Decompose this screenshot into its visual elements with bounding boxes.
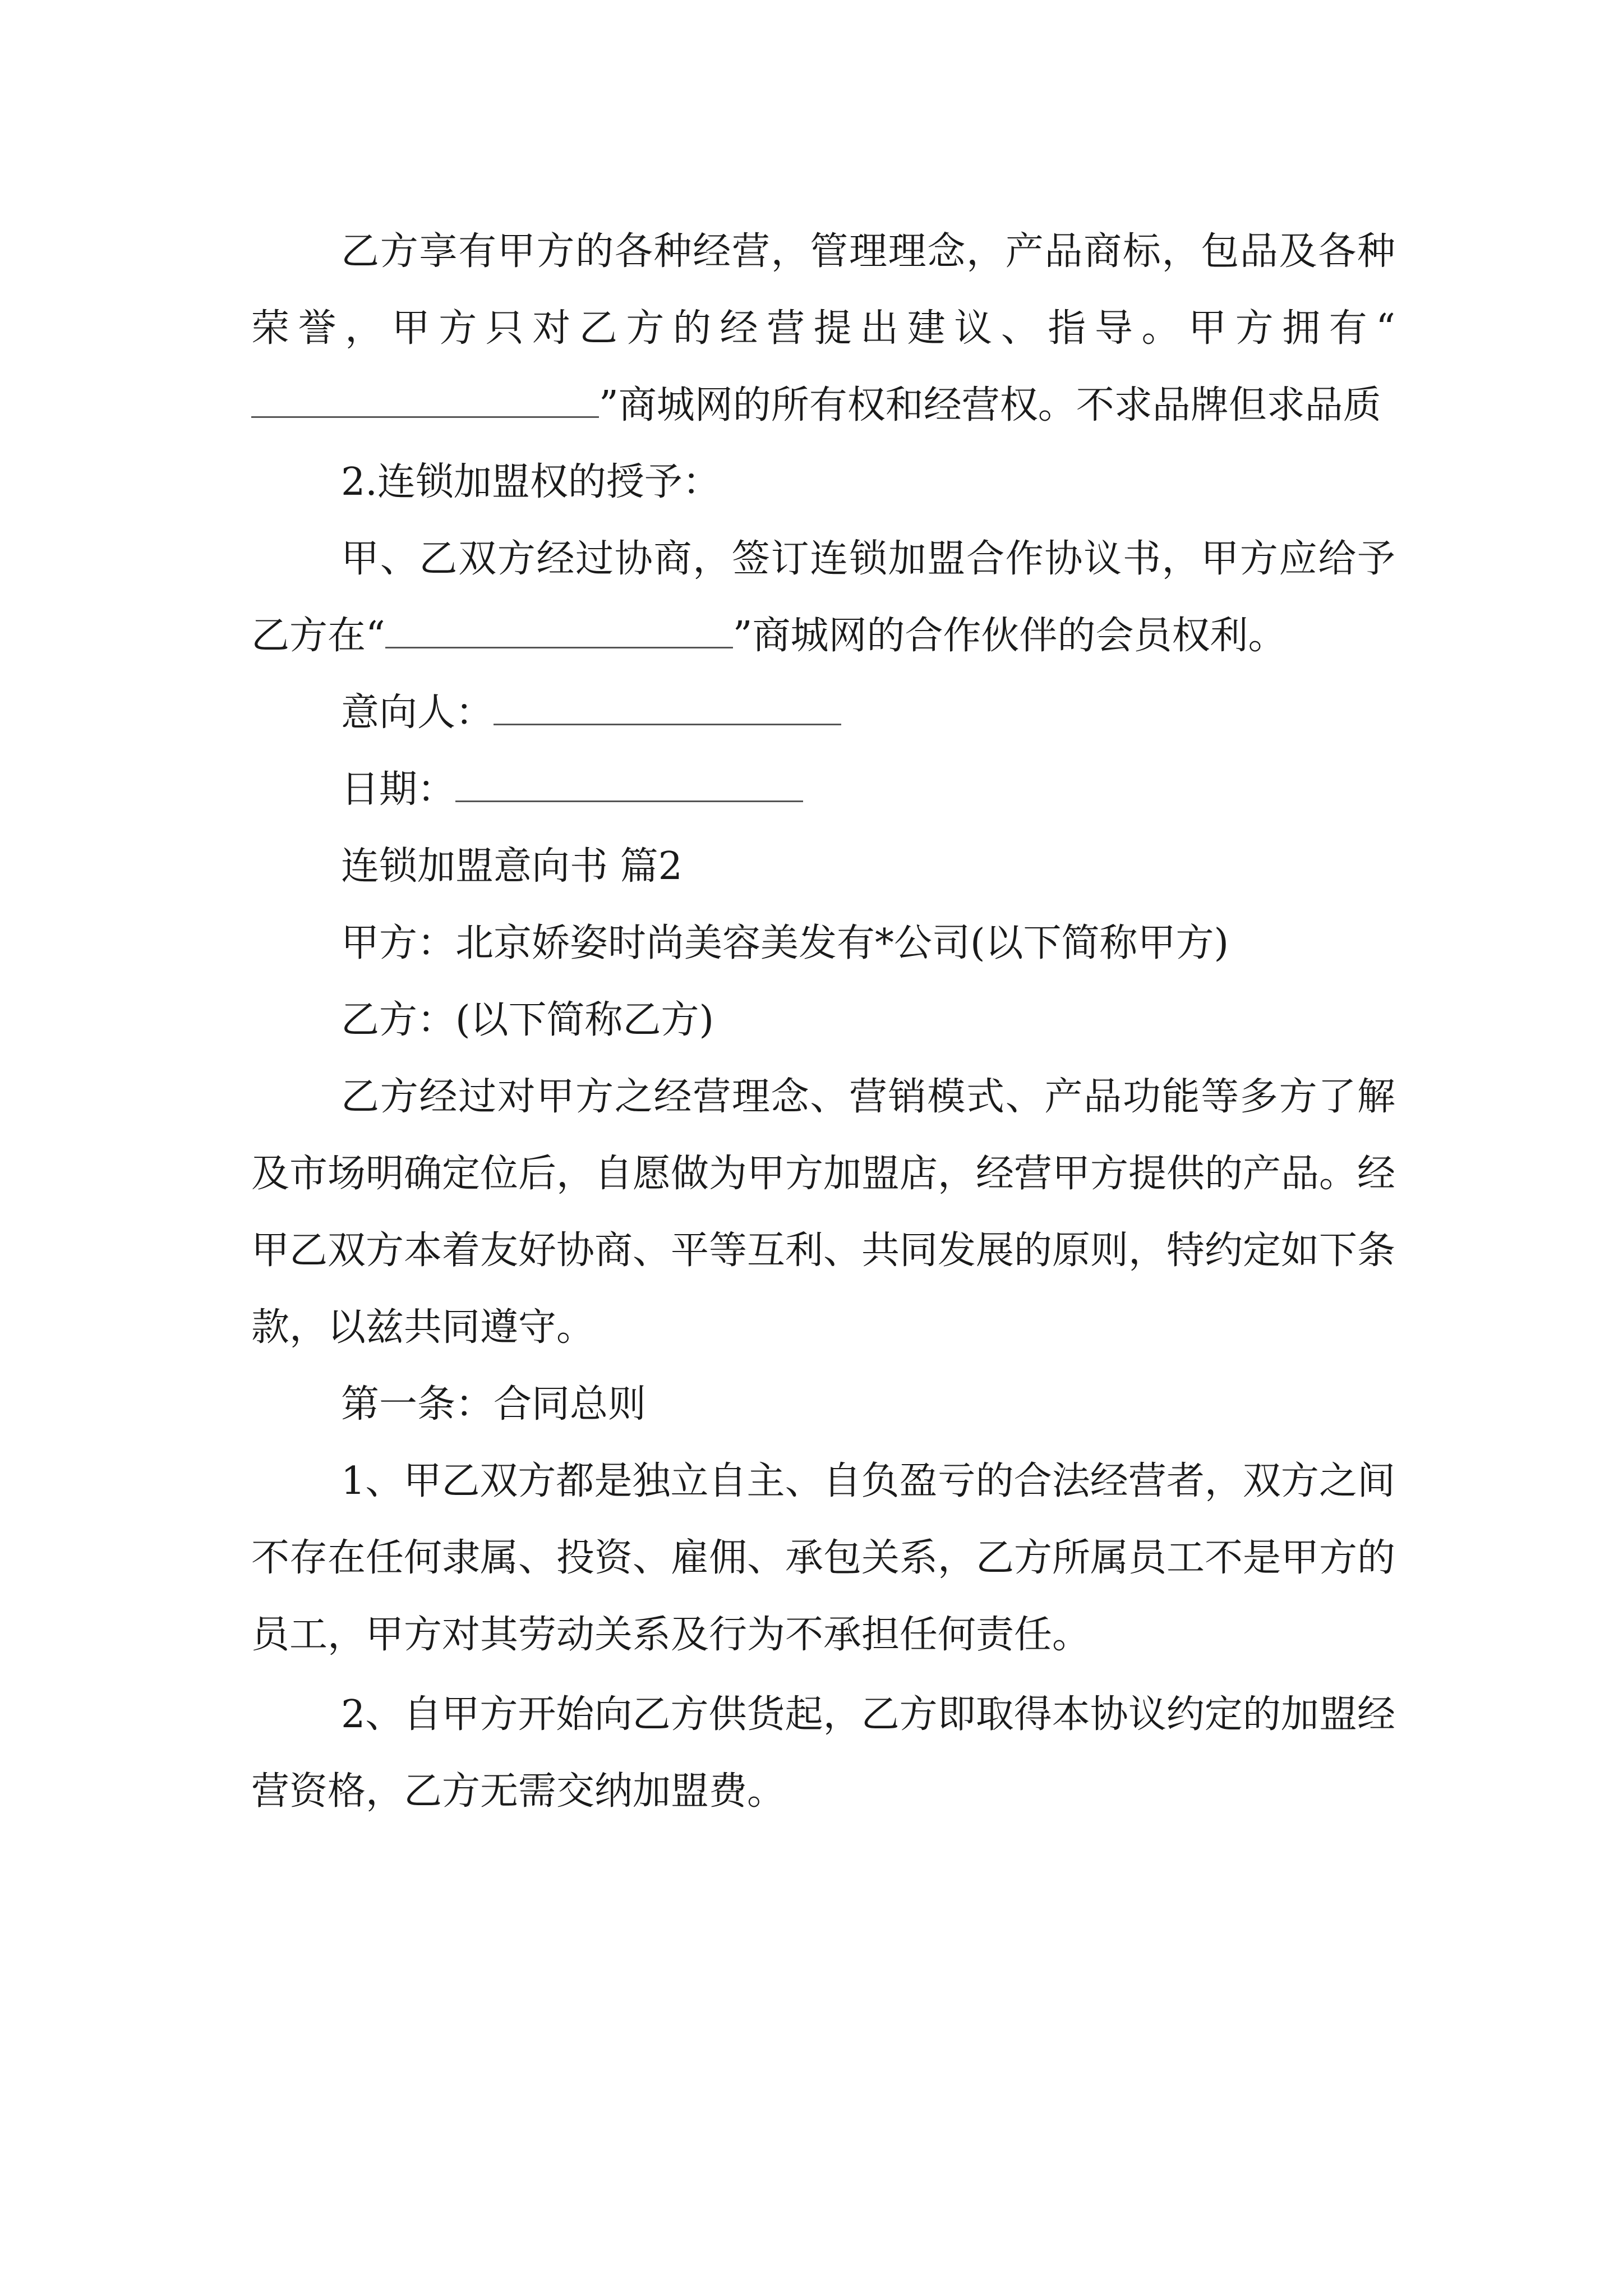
party-a-line: 甲方：北京娇姿时尚美容美发有*公司(以下简称甲方) — [341, 921, 1229, 965]
date-label: 日期： — [341, 767, 456, 812]
intent-person-label: 意向人： — [341, 691, 494, 735]
paragraph-text: 甲、乙双方经过协商，签订连锁加盟合作协议书，甲方应给予乙方在“ — [251, 537, 1395, 658]
document-body — [251, 213, 1395, 1830]
paragraph-brand-rights — [251, 213, 1395, 444]
paragraph-member-rights — [251, 521, 1395, 674]
date-line — [251, 751, 1395, 828]
blank-underline — [251, 381, 599, 418]
paragraph-text: ”商城网的所有权和经营权。不求品牌但求品质 — [599, 383, 1381, 427]
paragraph-text: 乙方享有甲方的各种经营，管理理念，产品商标，包品及各种荣誉，甲方只对乙方的经营提出建议、指导。甲方拥有“ — [251, 229, 1395, 351]
clause-2: 2、自甲方开始向乙方供货起，乙方即取得本协议约定的加盟经营资格，乙方无需交纳加盟费。 — [251, 1692, 1395, 1814]
intent-person-blank — [494, 689, 841, 725]
party-b-line: 乙方：(以下简称乙方) — [341, 998, 714, 1042]
clause-1: 1、甲乙双方都是独立自主、自负盈亏的合法经营者，双方之间不存在任何隶属、投资、雇佣、承包关系，乙方所属员工不是甲方的员工，甲方对其劳动关系及行为不承担任何责任。 — [251, 1459, 1396, 1657]
paragraph-text: ”商城网的合作伙伴的会员权利。 — [732, 614, 1287, 658]
section-heading-franchise-grant: 2.连锁加盟权的授予： — [341, 460, 721, 504]
article-heading: 第一条：合同总则 — [341, 1382, 647, 1427]
blank-underline — [385, 612, 733, 648]
intent-person-line — [251, 674, 1395, 751]
date-blank — [455, 766, 803, 802]
paragraph-intro: 乙方经过对甲方之经营理念、营销模式、产品功能等多方了解及市场明确定位后，自愿做为甲方加盟店，经营甲方提供的产品。经甲乙双方本着友好协商、平等互利、共同发展的原则，特约定如下条款，以兹共同遵守。 — [251, 1075, 1396, 1350]
document-heading: 连锁加盟意向书 篇2 — [341, 844, 683, 889]
